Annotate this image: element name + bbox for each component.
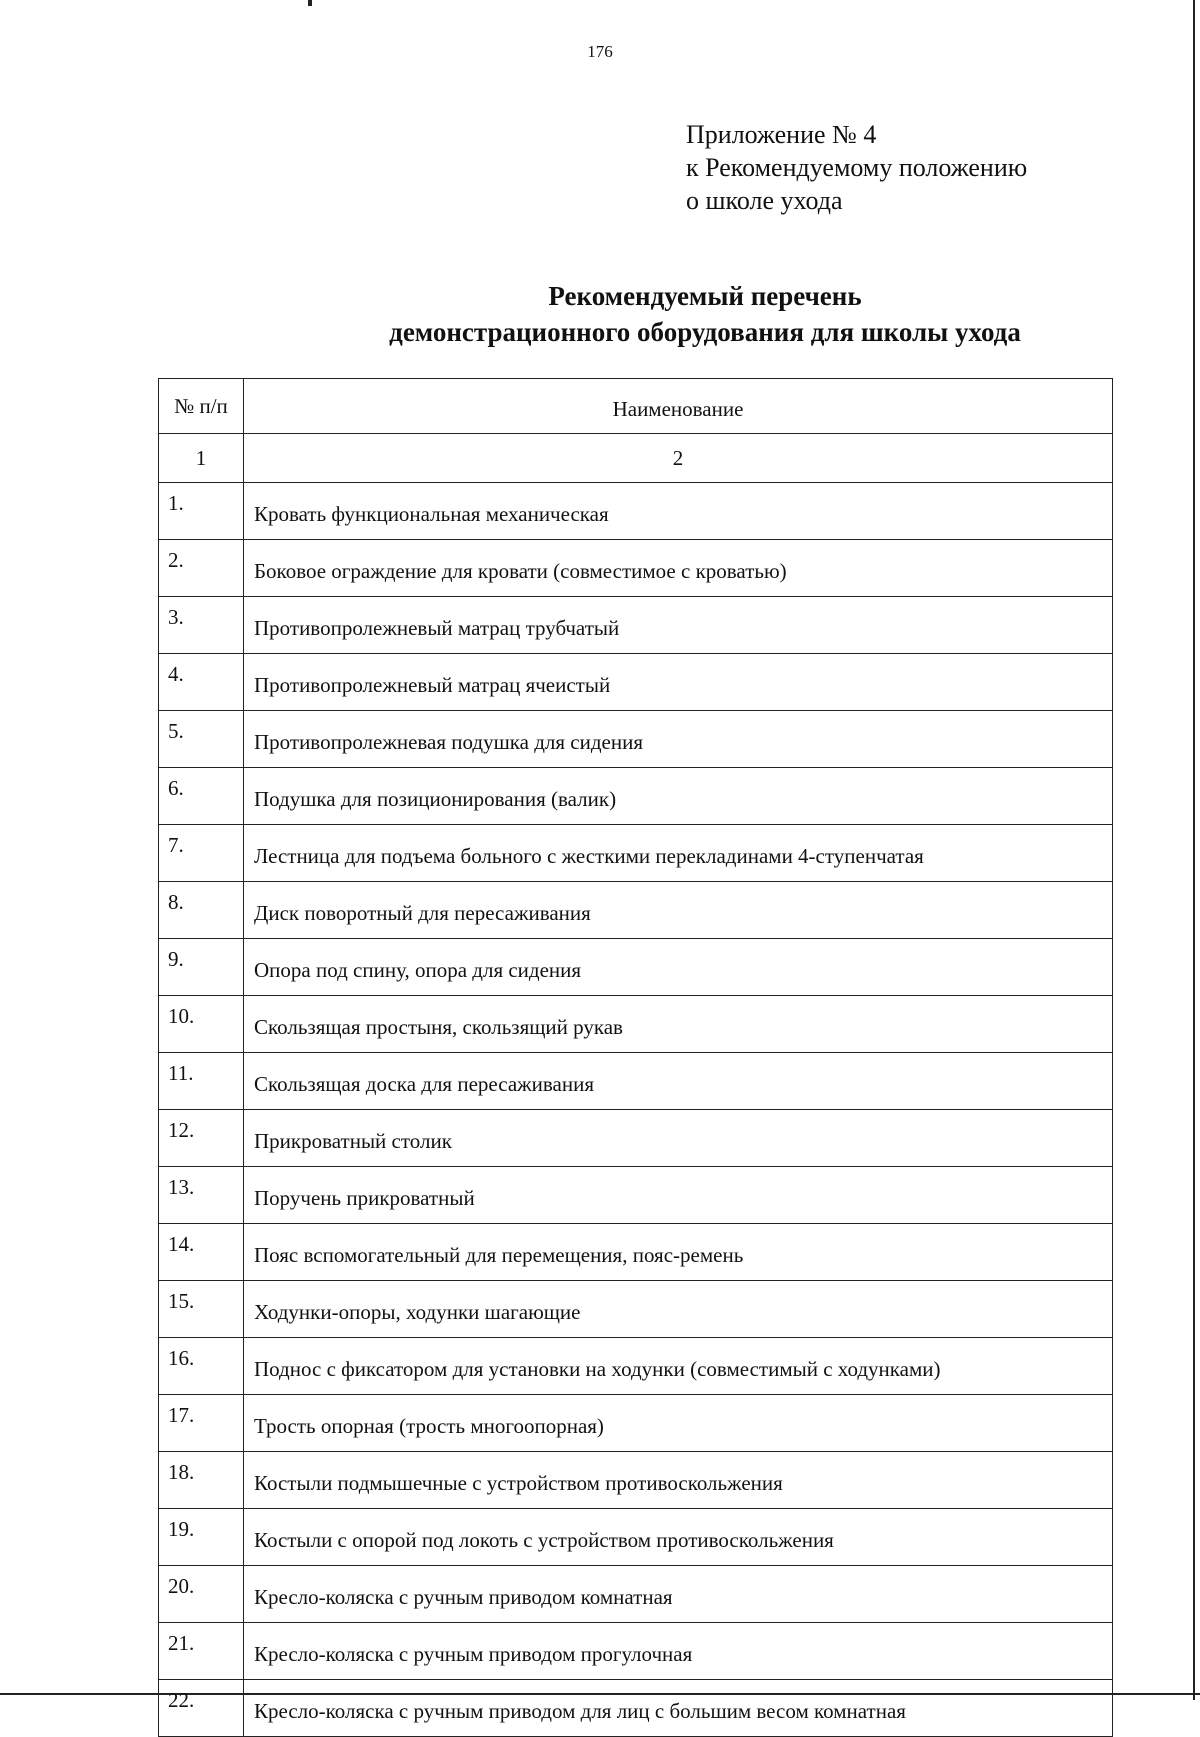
table-row — [159, 939, 1113, 996]
row-item-name: Противопролежневый матрац трубчатый — [244, 597, 1113, 654]
row-item-name: Диск поворотный для пересаживания — [244, 882, 1113, 939]
row-number: 20. — [159, 1566, 244, 1623]
table-row — [159, 1281, 1113, 1338]
row-number: 15. — [159, 1281, 244, 1338]
row-item-name: Опора под спину, опора для сидения — [244, 939, 1113, 996]
row-number: 3. — [159, 597, 244, 654]
row-number: 12. — [159, 1110, 244, 1167]
title-line-2: демонстрационного оборудования для школы ухода — [389, 317, 1021, 347]
table-row — [159, 768, 1113, 825]
table-row — [159, 825, 1113, 882]
row-item-name: Кресло-коляска с ручным приводом комнатная — [244, 1566, 1113, 1623]
header-number: № п/п — [159, 379, 244, 434]
row-number: 5. — [159, 711, 244, 768]
row-number: 19. — [159, 1509, 244, 1566]
row-item-name: Лестница для подъема больного с жесткими перекладинами 4-ступенчатая — [244, 825, 1113, 882]
appendix-note — [686, 118, 1027, 217]
appendix-line-3: о школе ухода — [686, 186, 843, 215]
table-row — [159, 1566, 1113, 1623]
table-row — [159, 1680, 1113, 1737]
table-row — [159, 1338, 1113, 1395]
row-item-name: Кровать функциональная механическая — [244, 483, 1113, 540]
table-column-index-row — [159, 434, 1113, 483]
row-number: 17. — [159, 1395, 244, 1452]
row-item-name: Кресло-коляска с ручным приводом для лиц с большим весом комнатная — [244, 1680, 1113, 1737]
row-number: 21. — [159, 1623, 244, 1680]
table-row — [159, 1452, 1113, 1509]
row-item-name: Трость опорная (трость многоопорная) — [244, 1395, 1113, 1452]
row-item-name: Костыли с опорой под локоть с устройством противоскольжения — [244, 1509, 1113, 1566]
row-item-name: Скользящая простыня, скользящий рукав — [244, 996, 1113, 1053]
row-number: 13. — [159, 1167, 244, 1224]
table-row — [159, 882, 1113, 939]
table-row — [159, 597, 1113, 654]
row-number: 22. — [159, 1680, 244, 1737]
header-name: Наименование — [244, 379, 1113, 434]
row-number: 10. — [159, 996, 244, 1053]
row-item-name: Кресло-коляска с ручным приводом прогулочная — [244, 1623, 1113, 1680]
row-item-name: Подушка для позиционирования (валик) — [244, 768, 1113, 825]
row-number: 18. — [159, 1452, 244, 1509]
column-index-2: 2 — [244, 434, 1113, 483]
column-index-1: 1 — [159, 434, 244, 483]
page-edge-right — [1193, 0, 1195, 1700]
equipment-table — [158, 378, 1113, 1737]
row-item-name: Костыли подмышечные с устройством противоскольжения — [244, 1452, 1113, 1509]
row-item-name: Ходунки-опоры, ходунки шагающие — [244, 1281, 1113, 1338]
row-item-name: Противопролежневая подушка для сидения — [244, 711, 1113, 768]
table-row — [159, 1110, 1113, 1167]
row-item-name: Поднос с фиксатором для установки на ходунки (совместимый с ходунками) — [244, 1338, 1113, 1395]
row-number: 8. — [159, 882, 244, 939]
row-number: 14. — [159, 1224, 244, 1281]
scan-mark — [308, 0, 312, 6]
document-title — [320, 278, 1090, 350]
table-row — [159, 1509, 1113, 1566]
row-number: 1. — [159, 483, 244, 540]
row-number: 9. — [159, 939, 244, 996]
row-item-name: Скользящая доска для пересаживания — [244, 1053, 1113, 1110]
table-row — [159, 483, 1113, 540]
table-row — [159, 1224, 1113, 1281]
row-item-name: Боковое ограждение для кровати (совместимое с кроватью) — [244, 540, 1113, 597]
appendix-line-2: к Рекомендуемому положению — [686, 153, 1028, 182]
row-item-name: Поручень прикроватный — [244, 1167, 1113, 1224]
table-row — [159, 1623, 1113, 1680]
table-row — [159, 654, 1113, 711]
row-item-name: Прикроватный столик — [244, 1110, 1113, 1167]
table-header-row — [159, 379, 1113, 434]
table-row — [159, 1053, 1113, 1110]
row-number: 7. — [159, 825, 244, 882]
table-row — [159, 1167, 1113, 1224]
title-line-1: Рекомендуемый перечень — [548, 281, 862, 311]
appendix-line-1: Приложение № 4 — [686, 120, 877, 149]
row-number: 6. — [159, 768, 244, 825]
table-row — [159, 711, 1113, 768]
row-item-name: Противопролежневый матрац ячеистый — [244, 654, 1113, 711]
row-number: 4. — [159, 654, 244, 711]
row-item-name: Пояс вспомогательный для перемещения, пояс-ремень — [244, 1224, 1113, 1281]
row-number: 11. — [159, 1053, 244, 1110]
row-number: 2. — [159, 540, 244, 597]
table-row — [159, 540, 1113, 597]
table-row — [159, 996, 1113, 1053]
row-number: 16. — [159, 1338, 244, 1395]
table-row — [159, 1395, 1113, 1452]
page-number: 176 — [587, 42, 613, 61]
